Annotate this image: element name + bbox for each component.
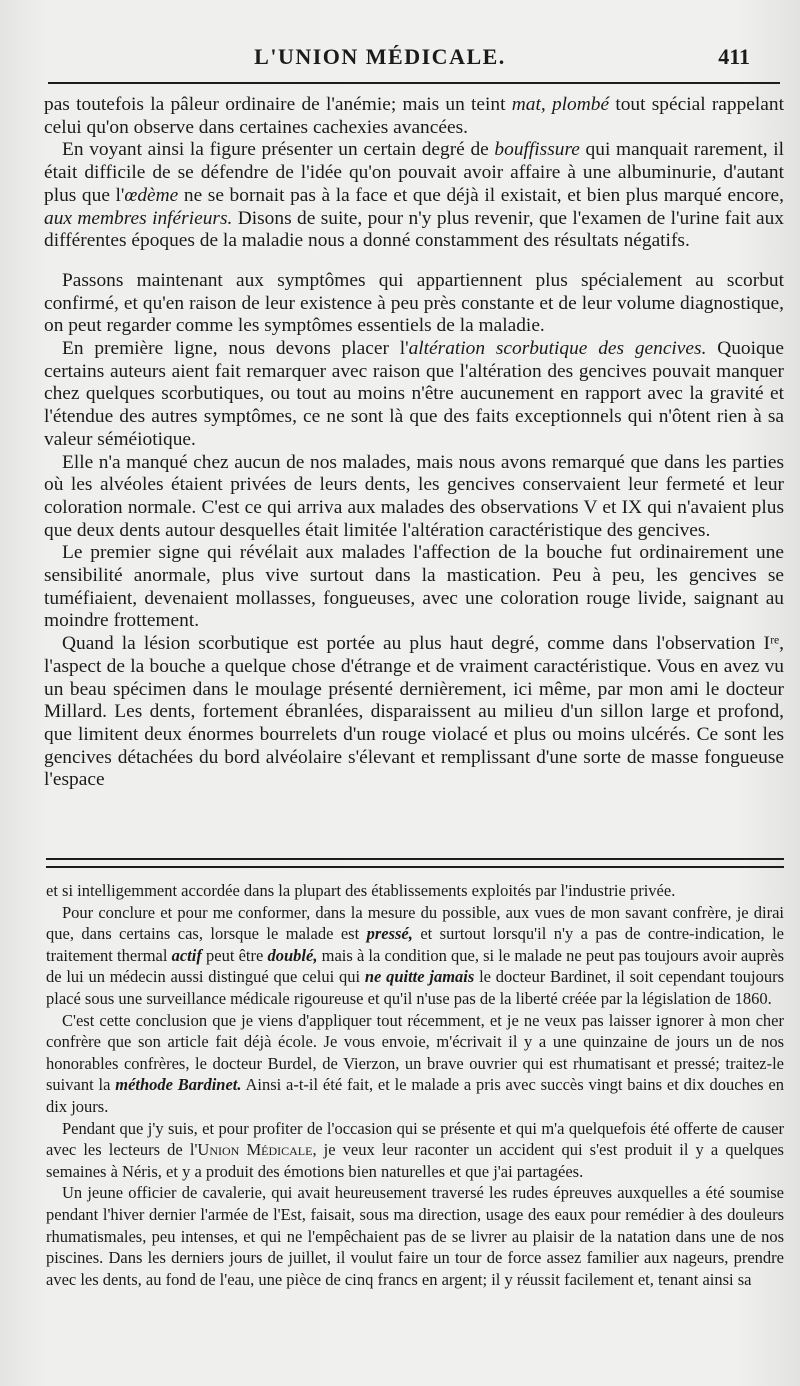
running-head [0, 44, 800, 74]
italic-run: pressé, [366, 924, 413, 944]
text-run: pas toutefois la pâleur ordinaire de l'anémie; mais un teint [44, 94, 512, 115]
text-run: tout spécial rappelant celui qu'on observe dans certaines cachexies avancées. [44, 94, 784, 138]
text-run: mais à la condition que, si le malade ne peut pas toujours avoir auprès de lui un médecin aussi distingué que celui qui [46, 945, 784, 987]
text-run: et surtout lorsqu'il n'y a pas de contre-indication, le traitement thermal [46, 924, 784, 965]
italic-run: actif [171, 945, 202, 965]
page-number: 411 [718, 44, 750, 69]
text-run: et si intelligemment accordée dans la plupart des établissements exploités par l'industrie privée. [46, 881, 676, 900]
article-paragraph [44, 94, 784, 139]
text-run: Pendant que j'y suis, et pour profiter de l'occasion qui se présente et qui m'a quelquefois été offerte de causer avec les lecteurs de l' [46, 1118, 784, 1160]
italic-run: doublé, [267, 945, 318, 965]
article-paragraph [44, 633, 784, 792]
article-body [44, 94, 784, 792]
text-run: Quand la lésion scorbutique est portée au plus haut degré, comme dans l'observation Iʳᵉ, l'aspect de la bouche a quelque chose d'étrange et de vraiment caractéristique. Vous en avez vu un beau spécimen dans le moulage présenté dernièrement, ici même, par mon ami le docteur Millard. Les dents, fortement ébranlées, disparaissent au milieu d'un sillon large et profond, que limitent deux énormes bourrelets d'un rouge violacé et plus ou moins ulcérés. Ce sont les gencives détachées du bord alvéolaire s'élevant et remplissant d'une sorte de masse fongueuse l'espace [44, 633, 784, 791]
italic-run: altération scorbutique des gencives. [408, 338, 707, 360]
text-run: Pour conclure et pour me conformer, dans la mesure du possible, aux vues de mon savant confrère, je dirai que, dans certains cas, lorsque le malade est [46, 902, 784, 944]
text-run: Un jeune officier de cavalerie, qui avait heureusement traversé les rudes épreuves auxquelles a été soumise pendant l'hiver dernier l'armée de l'Est, faisait, sous ma direction, usage des eaux pour remédier à des douleurs rhumatismales, peu intenses, et qui ne l'empêchaient pas de se livrer au plaisir de la natation dans une de nos piscines. Dans les derniers jours de juillet, il voulut faire un tour de force assez familier aux nageurs, prendre avec les dents, au fond de l'eau, une pièce de cinq francs en argent; il y réussit facilement et, tenant ainsi sa [46, 1183, 784, 1289]
text-run: qui manquait rarement, il était difficile de se défendre de l'idée qu'on pouvait avoir affaire à une albuminurie, d'autant plus que l' [44, 139, 784, 206]
text-run: ne se bornait pas à la face et que déjà il existait, et bien plus marqué encore, [178, 184, 784, 206]
text-run: Quoique certains auteurs aient fait remarquer avec raison que l'altération des gencives pouvait manquer chez quelques scorbutiques, ou tout au moins n'être aucunement en rapport avec la gravité et l'étendue des autres symptômes, ce ne sont là que des faits exceptionnels qui n'ôtent rien à sa valeur séméiotique. [44, 338, 784, 450]
text-run: , je veux leur raconter un accident qui s'est produit il y a quelques semaines à Néris, et y a produit des émotions bien naturelles et que j'ai partagées. [46, 1140, 784, 1181]
text-run: Le premier signe qui révélait aux malades l'affection de la bouche fut ordinairement une sensibilité anormale, plus vive surtout dans la mastication. Peu à peu, les gencives se tuméfiaient, devenaient mollasses, fongueuses, avec une coloration rouge livide, saignant au moindre frottement. [44, 542, 784, 632]
article-paragraph [44, 338, 784, 452]
italic-run: méthode Bardinet. [115, 1075, 242, 1095]
journal-title: L'UNION MÉDICALE. [254, 44, 506, 69]
article-paragraph [44, 270, 784, 338]
feuilleton-body [46, 880, 784, 1290]
italic-run: bouffissure [494, 139, 580, 161]
italic-run: aux membres inférieurs. [44, 207, 233, 229]
text-run: peut être [201, 945, 268, 965]
italic-run: ne quitte jamais [364, 967, 475, 987]
text-run: Elle n'a manqué chez aucun de nos malades, mais nous avons remarqué que dans les parties où les alvéoles étaient privées de leurs dents, les gencives conservaient leur fermeté et leur coloration normale. C'est ce qui arriva aux malades des observations V et IX qui n'avaient plus que deux dents autour desquelles était limitée l'altération caractéristique des gencives. [44, 451, 784, 541]
feuilleton-paragraph [46, 1182, 784, 1290]
feuilleton-paragraph [46, 880, 784, 902]
article-paragraph [44, 139, 784, 253]
header-rule [48, 82, 780, 84]
article-paragraph [44, 452, 784, 543]
small-caps-run: Union Médicale [197, 1140, 313, 1160]
text-run: C'est cette conclusion que je viens d'appliquer tout récemment, et je ne veux pas laisser ignorer à mon cher confrère que son article fait déjà école. Je vous envoie, m'écrivait il y a une quinzaine de jours un de nos honorables confrères, le docteur Burdel, de Vierzon, un brave ouvrier qui est rhumatisant et pressé; traitez-le suivant la [46, 1010, 784, 1095]
feuilleton-separator [46, 858, 784, 868]
text-run: En voyant ainsi la figure présenter un certain degré de [62, 139, 495, 161]
feuilleton-paragraph [46, 1118, 784, 1183]
text-run: Passons maintenant aux symptômes qui appartiennent plus spécialement au scorbut confirmé, et qu'en raison de leur existence à peu près constante et de leur volume diagnostique, on peut regarder comme les symptômes essentiels de la maladie. [44, 269, 784, 337]
feuilleton-paragraph [46, 1010, 784, 1118]
text-run: le docteur Bardinet, il soit cependant toujours placé sous une surveillance médicale rigoureuse et qu'il n'use pas de la liberté créée par la législation de 1860. [46, 967, 784, 1008]
italic-run: œdème [124, 184, 179, 206]
text-run: Disons de suite, pour n'y plus revenir, que l'examen de l'urine fait aux différentes époques de la maladie nous a donné constamment des résultats négatifs. [44, 207, 784, 252]
text-run: Ainsi a-t-il été fait, et le malade a pris avec succès vingt bains et dix douches en dix jours. [46, 1075, 785, 1116]
feuilleton-paragraph [46, 902, 784, 1010]
text-run: En première ligne, nous devons placer l' [62, 338, 409, 360]
italic-run: mat, plombé [511, 94, 610, 115]
article-paragraph [44, 542, 784, 633]
